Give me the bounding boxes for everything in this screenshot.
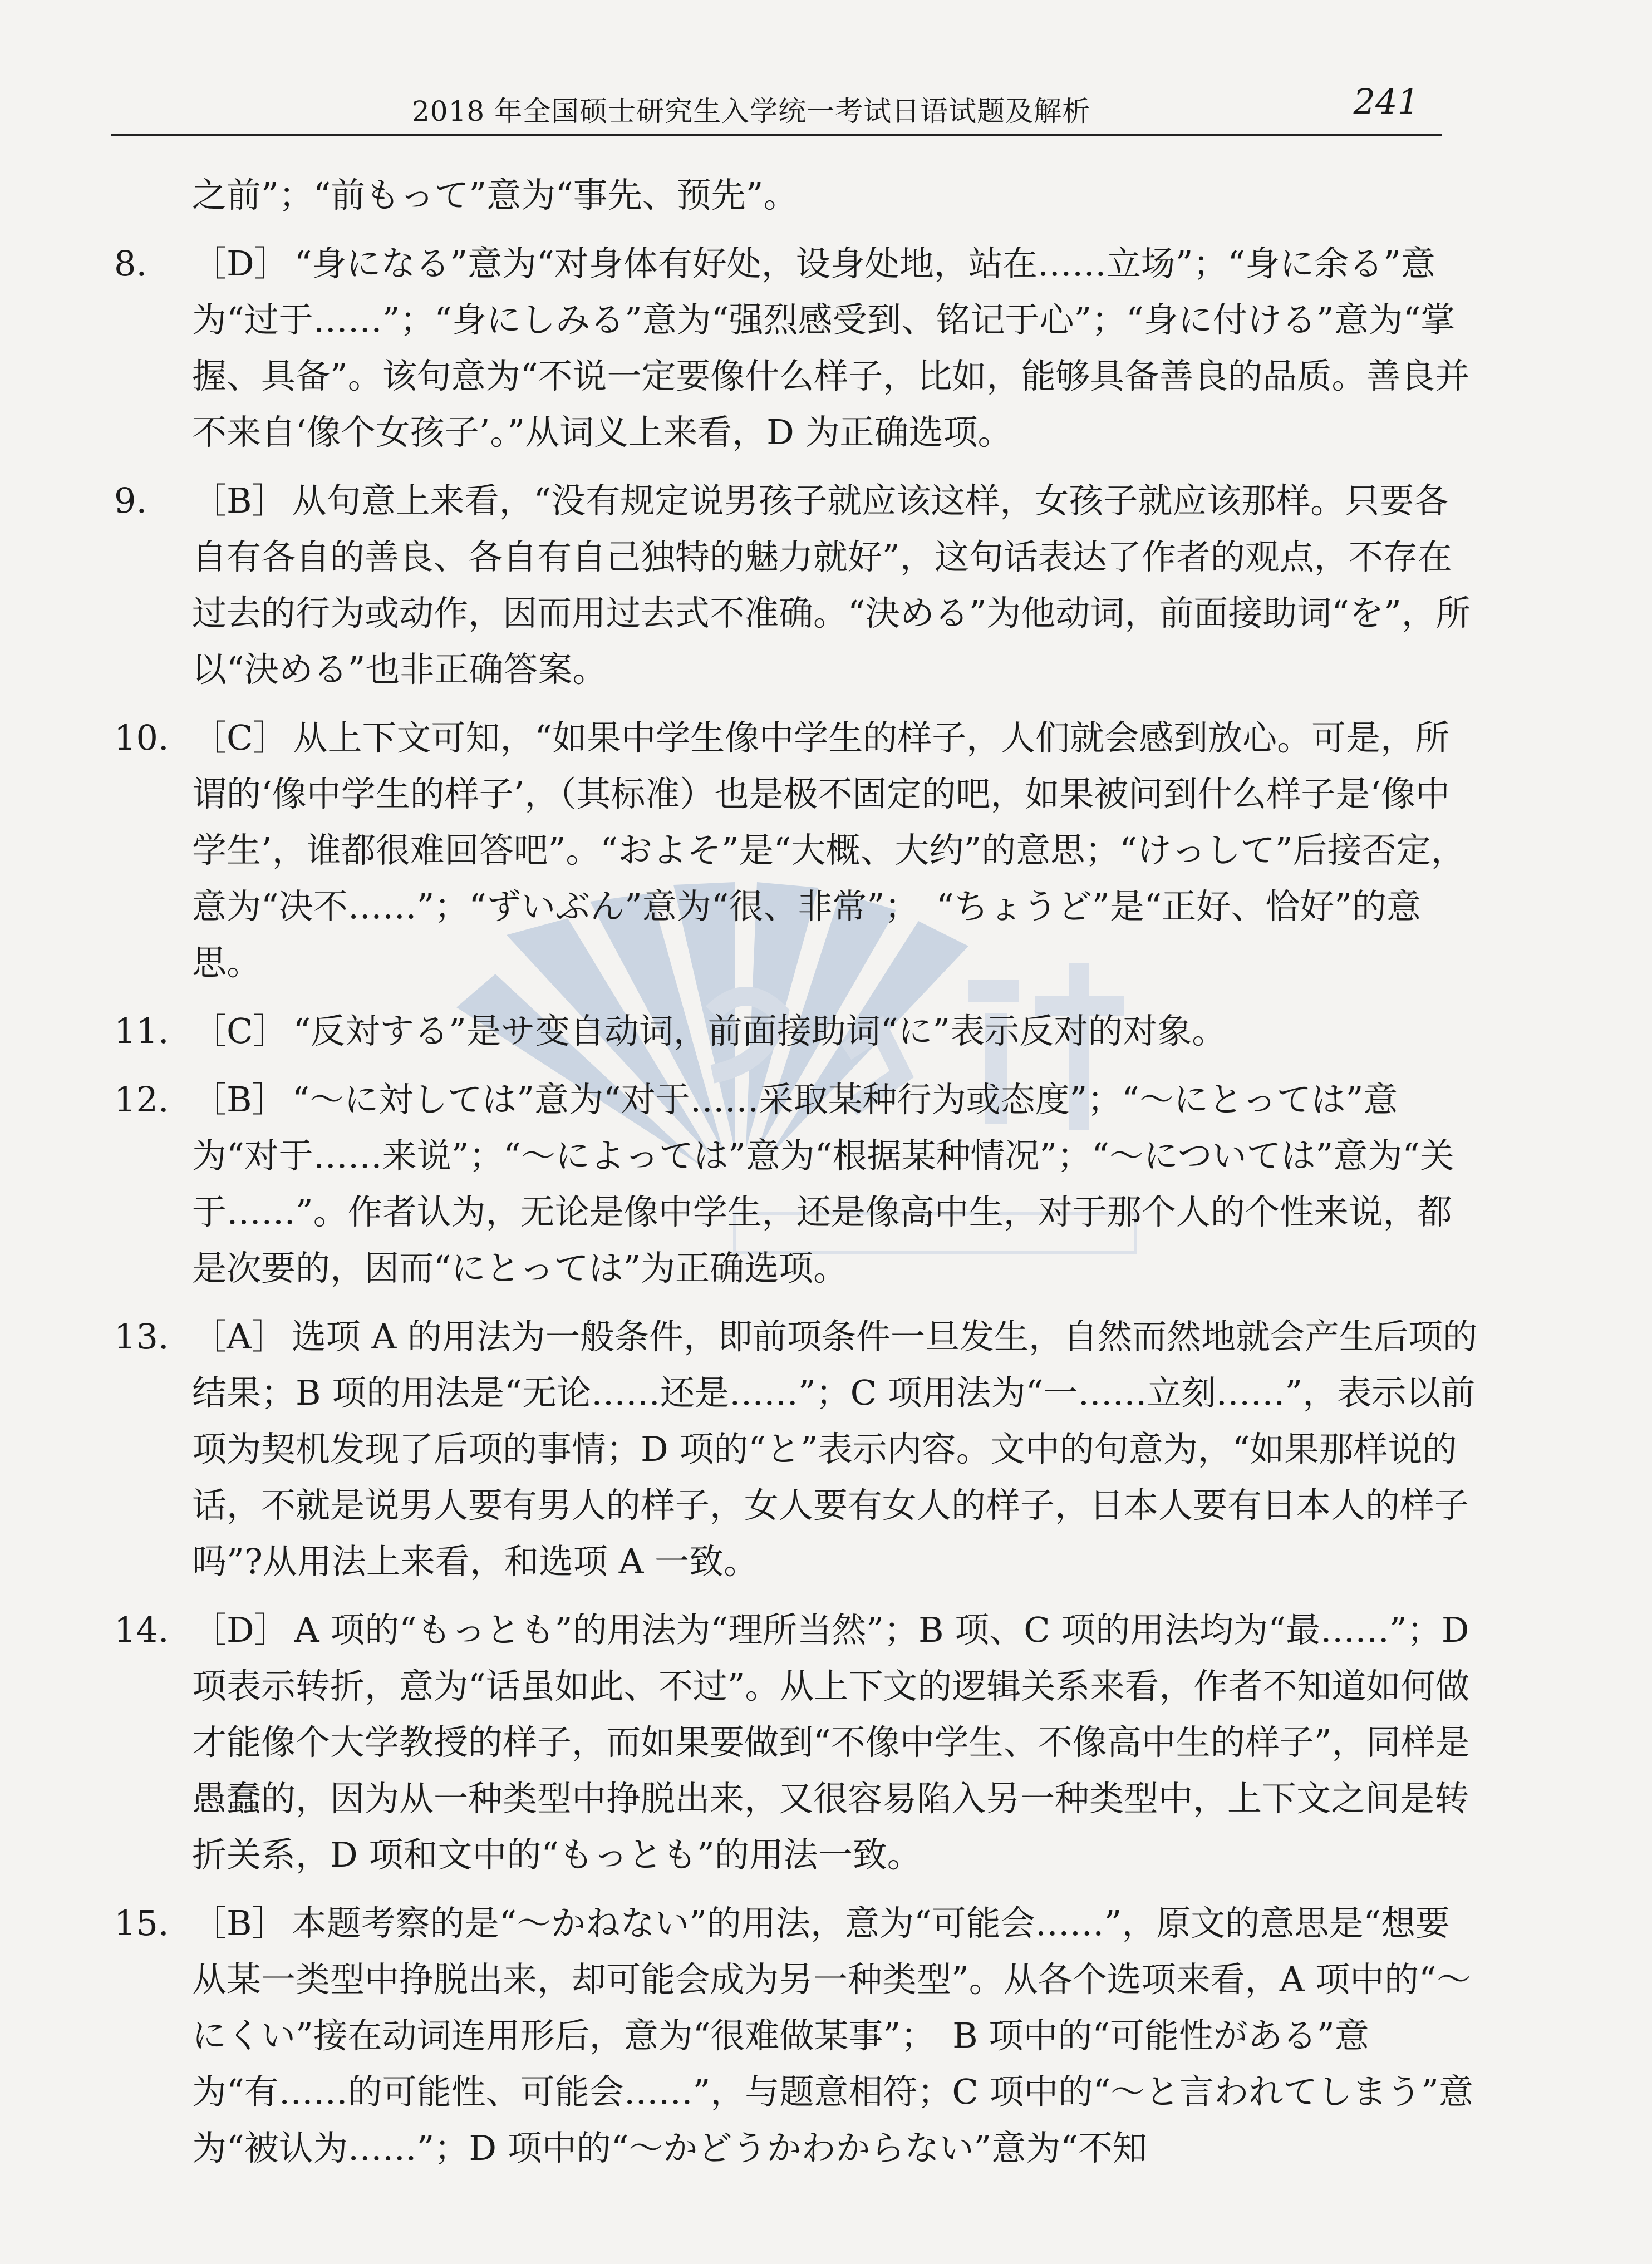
item-text: 本题考察的是“～かねない”的用法，意为“可能会……”，原文的意思是“想要从某一类型中挣脱出来，却可能会成为另一种类型”。从各个选项来看，A 项中的“～にくい”接在动词连用形后，意为“很难做某事”； B 项中的“可能性がある”意为“有……的可能性、可能会……”，与题意相符；C 项中的“～と言われてしまう”意为“被认为……”；D 项中的“～かどうかわからない”意为“不知 [192,1903,1473,2168]
item-answer: ［A］ [192,1316,286,1357]
item-text: 选项 A 的用法为一般条件，即前项条件一旦发生，自然而然地就会产生后项的结果；B 项的用法是“无论……还是……”；C 项用法为“一……立刻……”，表示以前项为契机发现了后项的事情；D 项的“と”表示内容。文中的句意为，“如果那样说的话，不就是说男人要有男人的样子，女人要有女人的样子，日本人要有日本人的样子吗”?从用法上来看，和选项 A 一致。 [192,1316,1477,1582]
item-number: 15. [114,1903,169,1943]
explanation-item-13 [114,1308,1478,1589]
item-text: 从上下文可知，“如果中学生像中学生的样子，人们就会感到放心。可是，所谓的‘像中学生的样子’，（其标准）也是极不固定的吧，如果被问到什么样子是‘像中学生’，谁都很难回答吧”。“およそ”是“大概、大约”的意思；“けっして”后接否定，意为“决不……”；“ずいぶん”意为“很、非常”； “ちょうど”是“正好、恰好”的意思。 [192,717,1466,983]
item-text: “身になる”意为“对身体有好处，设身处地，站在……立场”；“身に余る”意为“过于……”；“身にしみる”意为“强烈感受到、铭记于心”；“身に付ける”意为“掌握、具备”。该句意为“不说一定要像什么样子，比如，能够具备善良的品质。善良并不来自‘像个女孩子’。”从词义上来看，D 为正确选项。 [192,243,1470,452]
item-number: 10. [114,717,169,758]
item-number: 13. [114,1316,169,1357]
item-answer: ［D］ [192,1610,289,1650]
item-number: 14. [114,1610,169,1650]
explanation-item-10 [114,710,1478,991]
explanation-item-8 [114,235,1478,460]
explanation-item-14 [114,1602,1478,1883]
item-answer: ［D］ [192,243,289,284]
header-title: 2018 年全国硕士研究生入学统一考试日语试题及解析 [412,95,1091,127]
item-number: 9. [114,480,148,521]
explanation-item-9 [114,473,1478,697]
item-text: 从句意上来看，“没有规定说男孩子就应该这样，女孩子就应该那样。只要各自有各自的善良、各自有自己独特的魅力就好”，这句话表达了作者的观点，不存在过去的行为或动作，因而用过去式不准确。“決める”为他动词，前面接助词“を”，所以“決める”也非正确答案。 [192,480,1471,690]
page-header [111,78,1442,136]
item-answer: ［B］ [192,1903,287,1943]
answer-explanations [114,167,1478,2176]
item-text: A 项的“もっとも”的用法为“理所当然”；B 项、C 项的用法均为“最……”；D 项表示转折，意为“话虽如此、不过”。从上下文的逻辑关系来看，作者不知道如何做才能像个大学教授的样子，而如果要做到“不像中学生、不像高中生的样子”，同样是愚蠢的，因为从一种类型中挣脱出来，又很容易陷入另一种类型中，上下文之间是转折关系，D 项和文中的“もっとも”的用法一致。 [192,1610,1470,1875]
explanation-item-12 [114,1071,1478,1296]
page-number: 241 [1353,81,1419,122]
item-number: 11. [114,1011,169,1051]
explanation-item-11 [114,1003,1478,1059]
item-text: “反対する”是サ变自动词，前面接助词“に”表示反对的对象。 [293,1011,1227,1051]
item-number: 12. [114,1079,169,1120]
item-number: 8. [114,243,148,284]
item-answer: ［B］ [192,1079,287,1120]
explanation-item-15 [114,1895,1478,2176]
item-answer: ［B］ [192,480,287,521]
item-answer: ［C］ [192,717,288,758]
item-answer: ［C］ [192,1011,288,1051]
continuation-text: 之前”；“前もって”意为“事先、预先”。 [192,175,798,215]
item-text: “～に対しては”意为“对于……采取某种行为或态度”；“～にとっては”意为“对于……来说”；“～によっては”意为“根据某种情况”；“～については”意为“关于……”。作者认为，无论是像中学生，还是像高中生，对于那个人的个性来说，都是次要的，因而“にとっては”为正确选项。 [192,1079,1455,1288]
